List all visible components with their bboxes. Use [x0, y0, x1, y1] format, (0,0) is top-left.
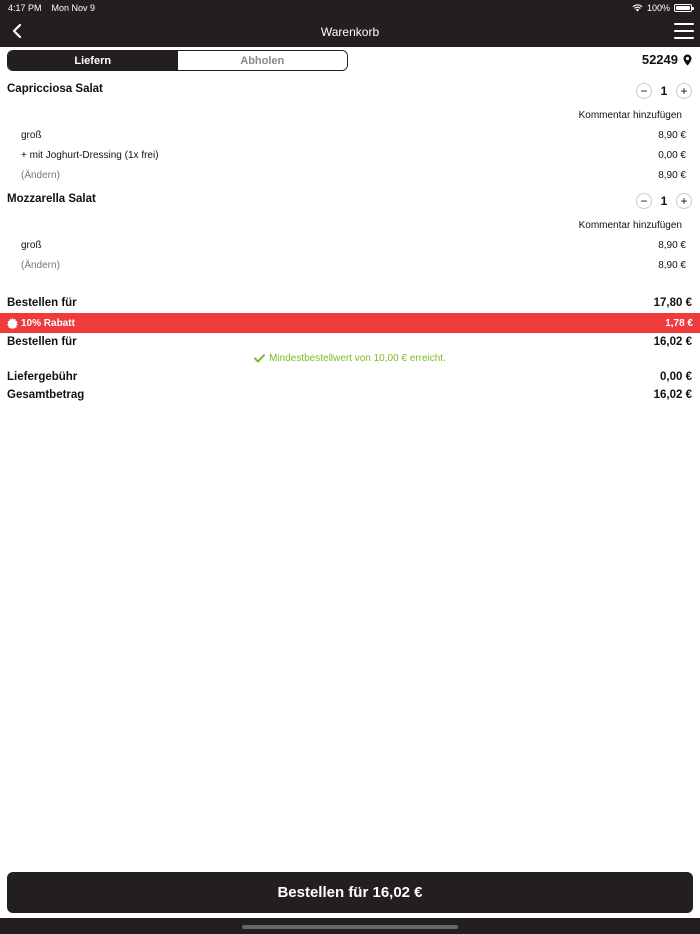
option-row	[21, 170, 686, 181]
back-button[interactable]	[8, 22, 26, 40]
minus-icon: −	[640, 84, 648, 98]
checkout-button[interactable]: Bestellen für 16,02 €	[7, 872, 693, 913]
subtotal-row	[7, 297, 692, 309]
add-comment-link[interactable]: Kommentar hinzufügen	[578, 220, 682, 231]
nav-bar	[0, 16, 700, 47]
status-time: 4:17 PM	[8, 3, 42, 13]
option-row	[21, 150, 686, 161]
edit-item-link[interactable]: (Ändern)	[21, 260, 60, 271]
subtotal-value: 17,80 €	[653, 297, 692, 309]
tab-liefern[interactable]: Liefern	[8, 51, 178, 70]
quantity-value: 1	[660, 194, 668, 208]
minus-icon: −	[640, 194, 648, 208]
option-price: 8,90 €	[658, 240, 686, 251]
quantity-stepper	[636, 193, 692, 209]
option-label: groß	[21, 130, 42, 141]
discounted-total-value: 16,02 €	[653, 336, 692, 348]
grand-total-label: Gesamtbetrag	[7, 389, 85, 401]
item-total-price: 8,90 €	[658, 170, 686, 181]
item-total-price: 8,90 €	[658, 260, 686, 271]
delivery-fee-label: Liefergebühr	[7, 371, 78, 383]
page-title: Warenkorb	[320, 24, 380, 39]
decrease-quantity-button[interactable]	[636, 193, 652, 209]
hamburger-icon	[674, 23, 694, 25]
status-bar	[0, 0, 700, 16]
check-icon	[254, 354, 265, 363]
location-zip[interactable]	[642, 52, 692, 67]
hamburger-icon-line	[674, 37, 694, 39]
plus-icon: +	[680, 194, 688, 208]
delivery-mode-tabs	[7, 50, 348, 71]
home-indicator[interactable]	[242, 925, 458, 929]
min-order-text: Mindestbestellwert von 10,00 € erreicht.	[269, 353, 446, 364]
option-price: 0,00 €	[658, 150, 686, 161]
increase-quantity-button[interactable]	[676, 83, 692, 99]
add-comment-link[interactable]: Kommentar hinzufügen	[578, 110, 682, 121]
option-row	[21, 260, 686, 271]
discount-value: 1,78 €	[665, 317, 693, 329]
quantity-stepper	[636, 83, 692, 99]
battery-icon	[674, 4, 692, 12]
option-row	[21, 240, 686, 251]
menu-button[interactable]	[674, 23, 694, 39]
decrease-quantity-button[interactable]	[636, 83, 652, 99]
zip-code: 52249	[641, 52, 678, 67]
bottom-bar	[0, 918, 700, 934]
delivery-fee-row	[7, 371, 692, 383]
discount-badge-icon	[7, 318, 18, 329]
discount-label: 10% Rabatt	[21, 317, 75, 329]
battery-percent: 100%	[646, 3, 670, 13]
edit-item-link[interactable]: (Ändern)	[21, 170, 60, 181]
quantity-value: 1	[660, 84, 668, 98]
chevron-left-icon	[12, 24, 22, 38]
cart-item-title: Mozzarella Salat	[7, 193, 96, 205]
wifi-icon	[632, 4, 643, 12]
increase-quantity-button[interactable]	[676, 193, 692, 209]
status-date: Mon Nov 9	[51, 3, 96, 13]
option-price: 8,90 €	[658, 130, 686, 141]
grand-total-row	[7, 389, 692, 401]
grand-total-value: 16,02 €	[653, 389, 692, 401]
discounted-total-row	[7, 336, 692, 348]
delivery-fee-value: 0,00 €	[660, 371, 692, 383]
option-label: + mit Joghurt-Dressing (1x frei)	[21, 150, 159, 161]
cart-item-title: Capricciosa Salat	[7, 83, 103, 95]
hamburger-icon-line	[674, 30, 694, 32]
subtotal-label: Bestellen für	[7, 297, 77, 309]
tab-abholen[interactable]: Abholen	[178, 51, 348, 70]
min-order-notice	[0, 353, 700, 364]
discounted-total-label: Bestellen für	[7, 336, 77, 348]
option-label: groß	[21, 240, 42, 251]
discount-banner	[0, 313, 700, 333]
option-row	[21, 130, 686, 141]
plus-icon: +	[680, 84, 688, 98]
location-pin-icon	[683, 54, 692, 66]
